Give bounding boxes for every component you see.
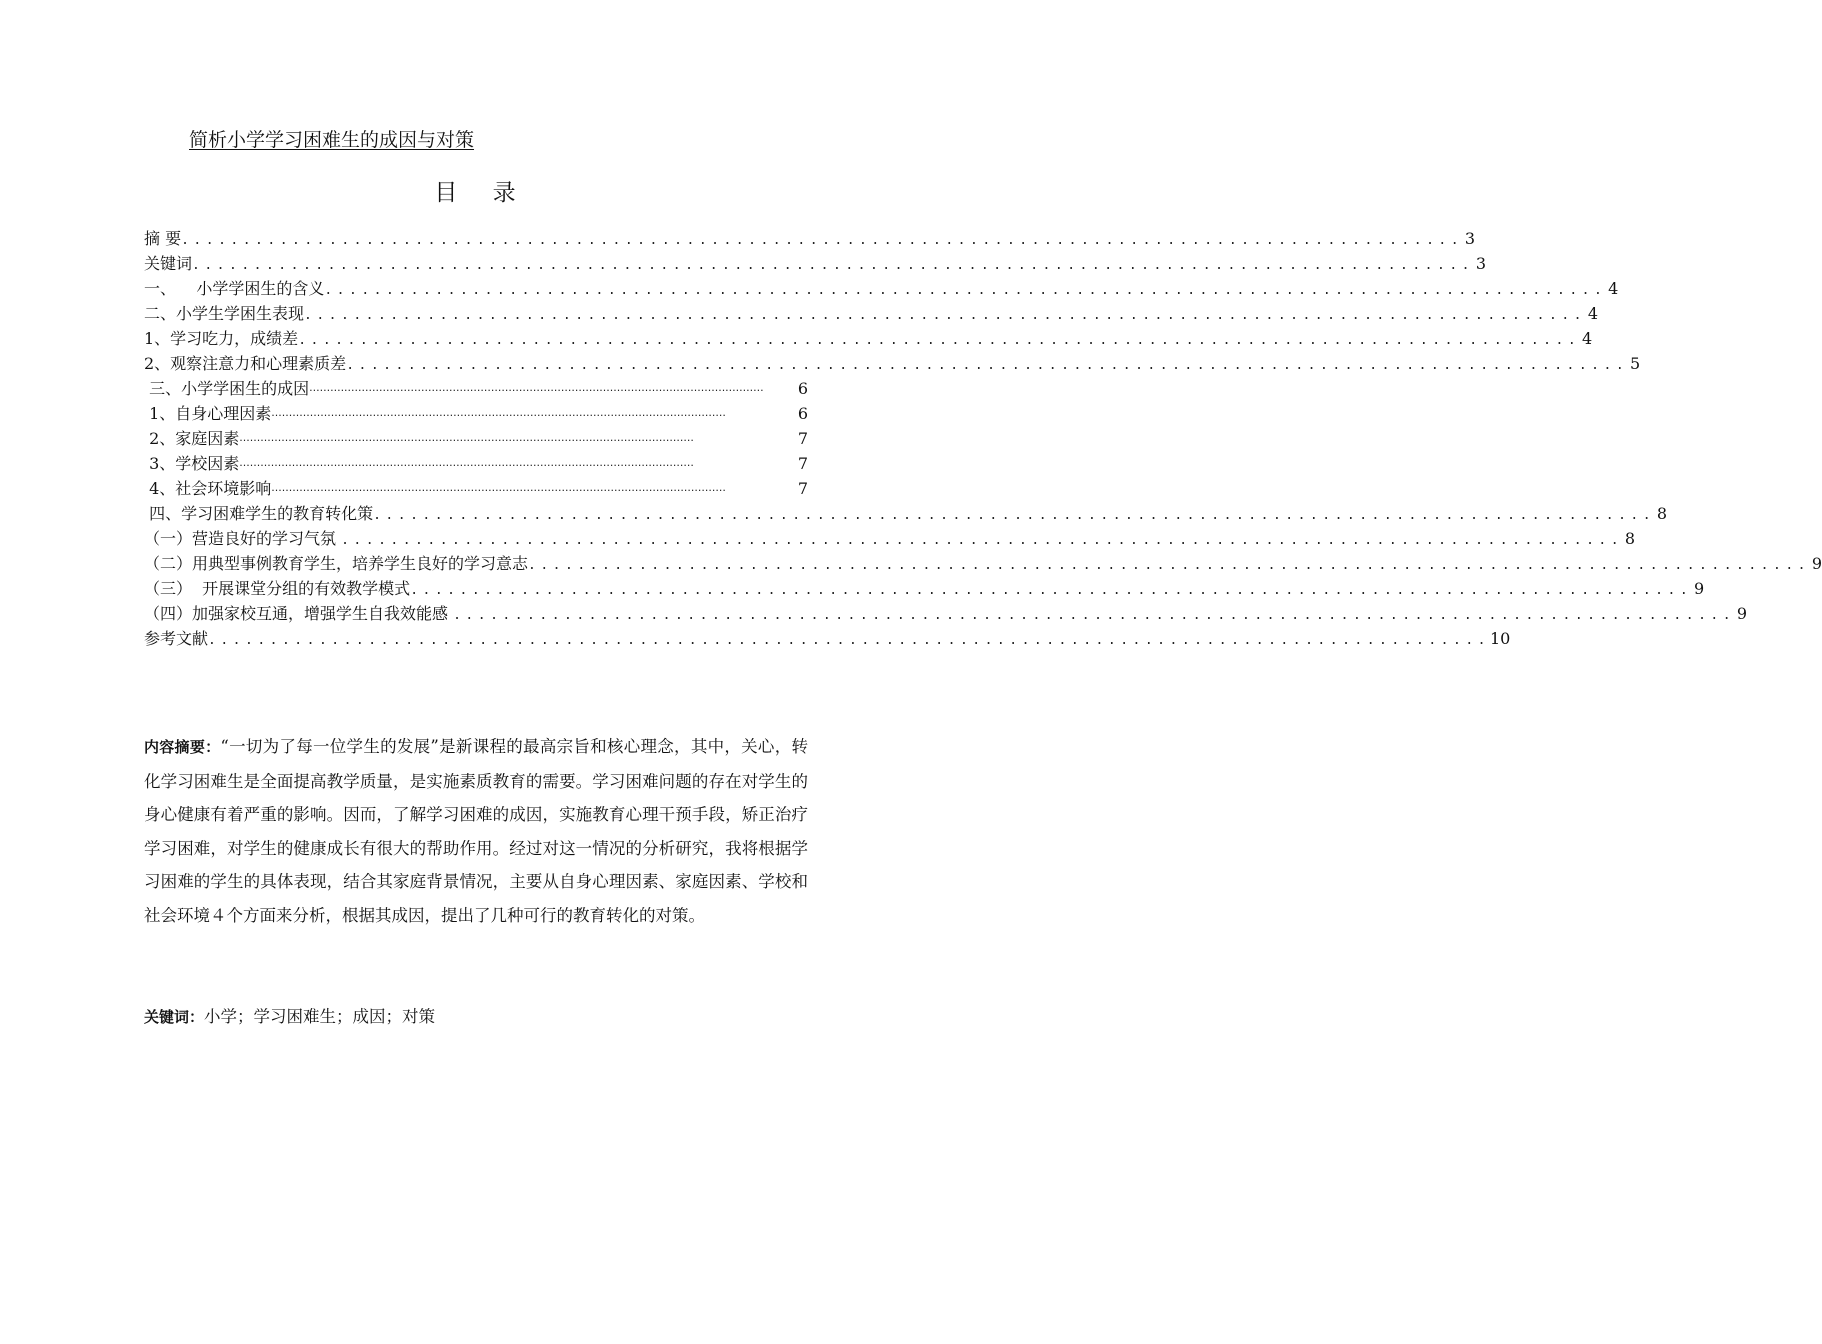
- toc-entry-text: 4、社会环境影响: [144, 479, 272, 498]
- toc-entry-page: 6: [797, 404, 808, 423]
- toc-entry-text: 2、观察注意力和心理素质差: [144, 354, 347, 373]
- toc-entry[interactable]: [144, 551, 1822, 576]
- toc-leader: ........................................................................................................: [453, 608, 1736, 623]
- toc-entry-page: 9: [1736, 604, 1748, 623]
- toc-entry[interactable]: [144, 251, 1486, 276]
- toc-entry-page: 9: [1693, 579, 1705, 598]
- toc-entry-text: （三） 开展课堂分组的有效教学模式: [144, 579, 411, 598]
- toc-entry-page: 3: [1464, 229, 1476, 248]
- toc-leader: ........................................................................................................: [346, 358, 1629, 373]
- toc-entry[interactable]: [144, 301, 1598, 326]
- toc-leader: ··································································································································: [271, 484, 726, 497]
- toc-entry-text: 关键词: [144, 254, 193, 273]
- toc-entry-page: 3: [1475, 254, 1486, 273]
- keywords-label: 关键词：: [144, 1008, 205, 1026]
- toc-entry-page: 8: [1624, 529, 1636, 548]
- toc-entry-page: 7: [797, 454, 808, 473]
- toc-entry-text: 一、 小学学困生的含义: [144, 279, 325, 298]
- abstract-label: 内容摘要：: [144, 738, 221, 756]
- toc-leader: ........................................................................................................: [304, 308, 1586, 323]
- toc-entry-text: 3、学校因素: [144, 454, 240, 473]
- toc-entry[interactable]: [144, 451, 808, 476]
- toc-leader: ........................................................................................................: [341, 533, 1624, 548]
- toc-entry[interactable]: [144, 351, 1641, 376]
- toc-entry-text: 四、学习困难学生的教育转化策: [144, 504, 374, 523]
- abstract-text: “一切为了每一位学生的发展”是新课程的最高宗旨和核心理念，其中，关心，转化学习困难生是全面提高教学质量，是实施素质教育的需要。学习困难问题的存在对学生的身心健康有着严重的影响。因而，了解学习困难的成因，实施教育心理干预手段，矫正治疗学习困难，对学生的健康成长有很大的帮助作用。经过对这一情况的分析研究，我将根据学习困难的学生的具体表现，结合其家庭背景情况，主要从自身心理因素、家庭因素、学校和社会环境４个方面来分析，根据其成因，提出了几种可行的教育转化的对策。: [144, 737, 808, 925]
- keywords-text: 小学；学习困难生；成因；对策: [204, 1007, 436, 1026]
- toc-leader: ........................................................................................................: [373, 508, 1656, 523]
- toc-entry[interactable]: [144, 576, 1705, 601]
- toc-leader: ........................................................................................................: [298, 333, 1581, 348]
- toc-leader: ........................................................................................................: [528, 558, 1810, 573]
- keywords-line: [144, 1003, 435, 1027]
- toc-entry-text: 二、小学生学困生表现: [144, 304, 305, 323]
- toc-leader: ........................................................................................................: [324, 283, 1607, 298]
- toc-leader: ........................................................................................................: [181, 233, 1464, 248]
- toc-leader: ··································································································································: [239, 434, 694, 447]
- toc-entry-text: 1、自身心理因素: [144, 404, 272, 423]
- table-of-contents: [144, 226, 1822, 651]
- toc-entry-page: 7: [797, 429, 808, 448]
- toc-entry-text: （二）用典型事例教育学生，培养学生良好的学习意志: [144, 554, 529, 573]
- toc-leader: ........................................................................................................: [192, 258, 1474, 273]
- toc-leader: ........................................................................................................: [208, 633, 1490, 648]
- toc-entry-text: （四）加强家校互通，增强学生自我效能感: [144, 604, 454, 623]
- toc-entry-text: 三、小学学困生的成因: [144, 379, 310, 398]
- toc-entry-page: 4: [1581, 329, 1593, 348]
- toc-heading: 目 录: [434, 180, 530, 206]
- toc-entry-page: 4: [1608, 279, 1619, 298]
- toc-entry-page: 10: [1490, 629, 1511, 648]
- toc-entry-page: 8: [1656, 504, 1668, 523]
- toc-entry[interactable]: [144, 601, 1748, 626]
- toc-entry[interactable]: [144, 501, 1668, 526]
- toc-entry-text: （一）营造良好的学习气氛: [144, 529, 342, 548]
- toc-entry-text: 摘 要: [144, 229, 182, 248]
- toc-entry[interactable]: [144, 626, 1511, 651]
- toc-entry[interactable]: [144, 326, 1593, 351]
- toc-entry-page: 5: [1629, 354, 1641, 373]
- abstract-paragraph: [144, 730, 808, 932]
- toc-entry[interactable]: [144, 476, 808, 501]
- toc-entry[interactable]: [144, 426, 808, 451]
- toc-leader: ··································································································································: [239, 459, 694, 472]
- toc-entry-text: 2、家庭因素: [144, 429, 240, 448]
- toc-entry[interactable]: [144, 401, 808, 426]
- toc-leader: ........................................................................................................: [410, 583, 1693, 598]
- toc-entry[interactable]: [144, 526, 1636, 551]
- toc-entry-page: 9: [1811, 554, 1822, 573]
- toc-leader: ··································································································································: [309, 384, 764, 397]
- toc-entry-text: 参考文献: [144, 629, 209, 648]
- toc-entry-page: 7: [797, 479, 808, 498]
- toc-entry[interactable]: [144, 276, 1619, 301]
- toc-leader: ··································································································································: [271, 409, 726, 422]
- toc-entry[interactable]: [144, 376, 808, 401]
- toc-entry-text: 1、学习吃力，成绩差: [144, 329, 299, 348]
- toc-entry[interactable]: [144, 226, 1476, 251]
- document-title: 简析小学学习困难生的成因与对策: [189, 129, 475, 151]
- toc-entry-page: 4: [1587, 304, 1598, 323]
- toc-entry-page: 6: [797, 379, 808, 398]
